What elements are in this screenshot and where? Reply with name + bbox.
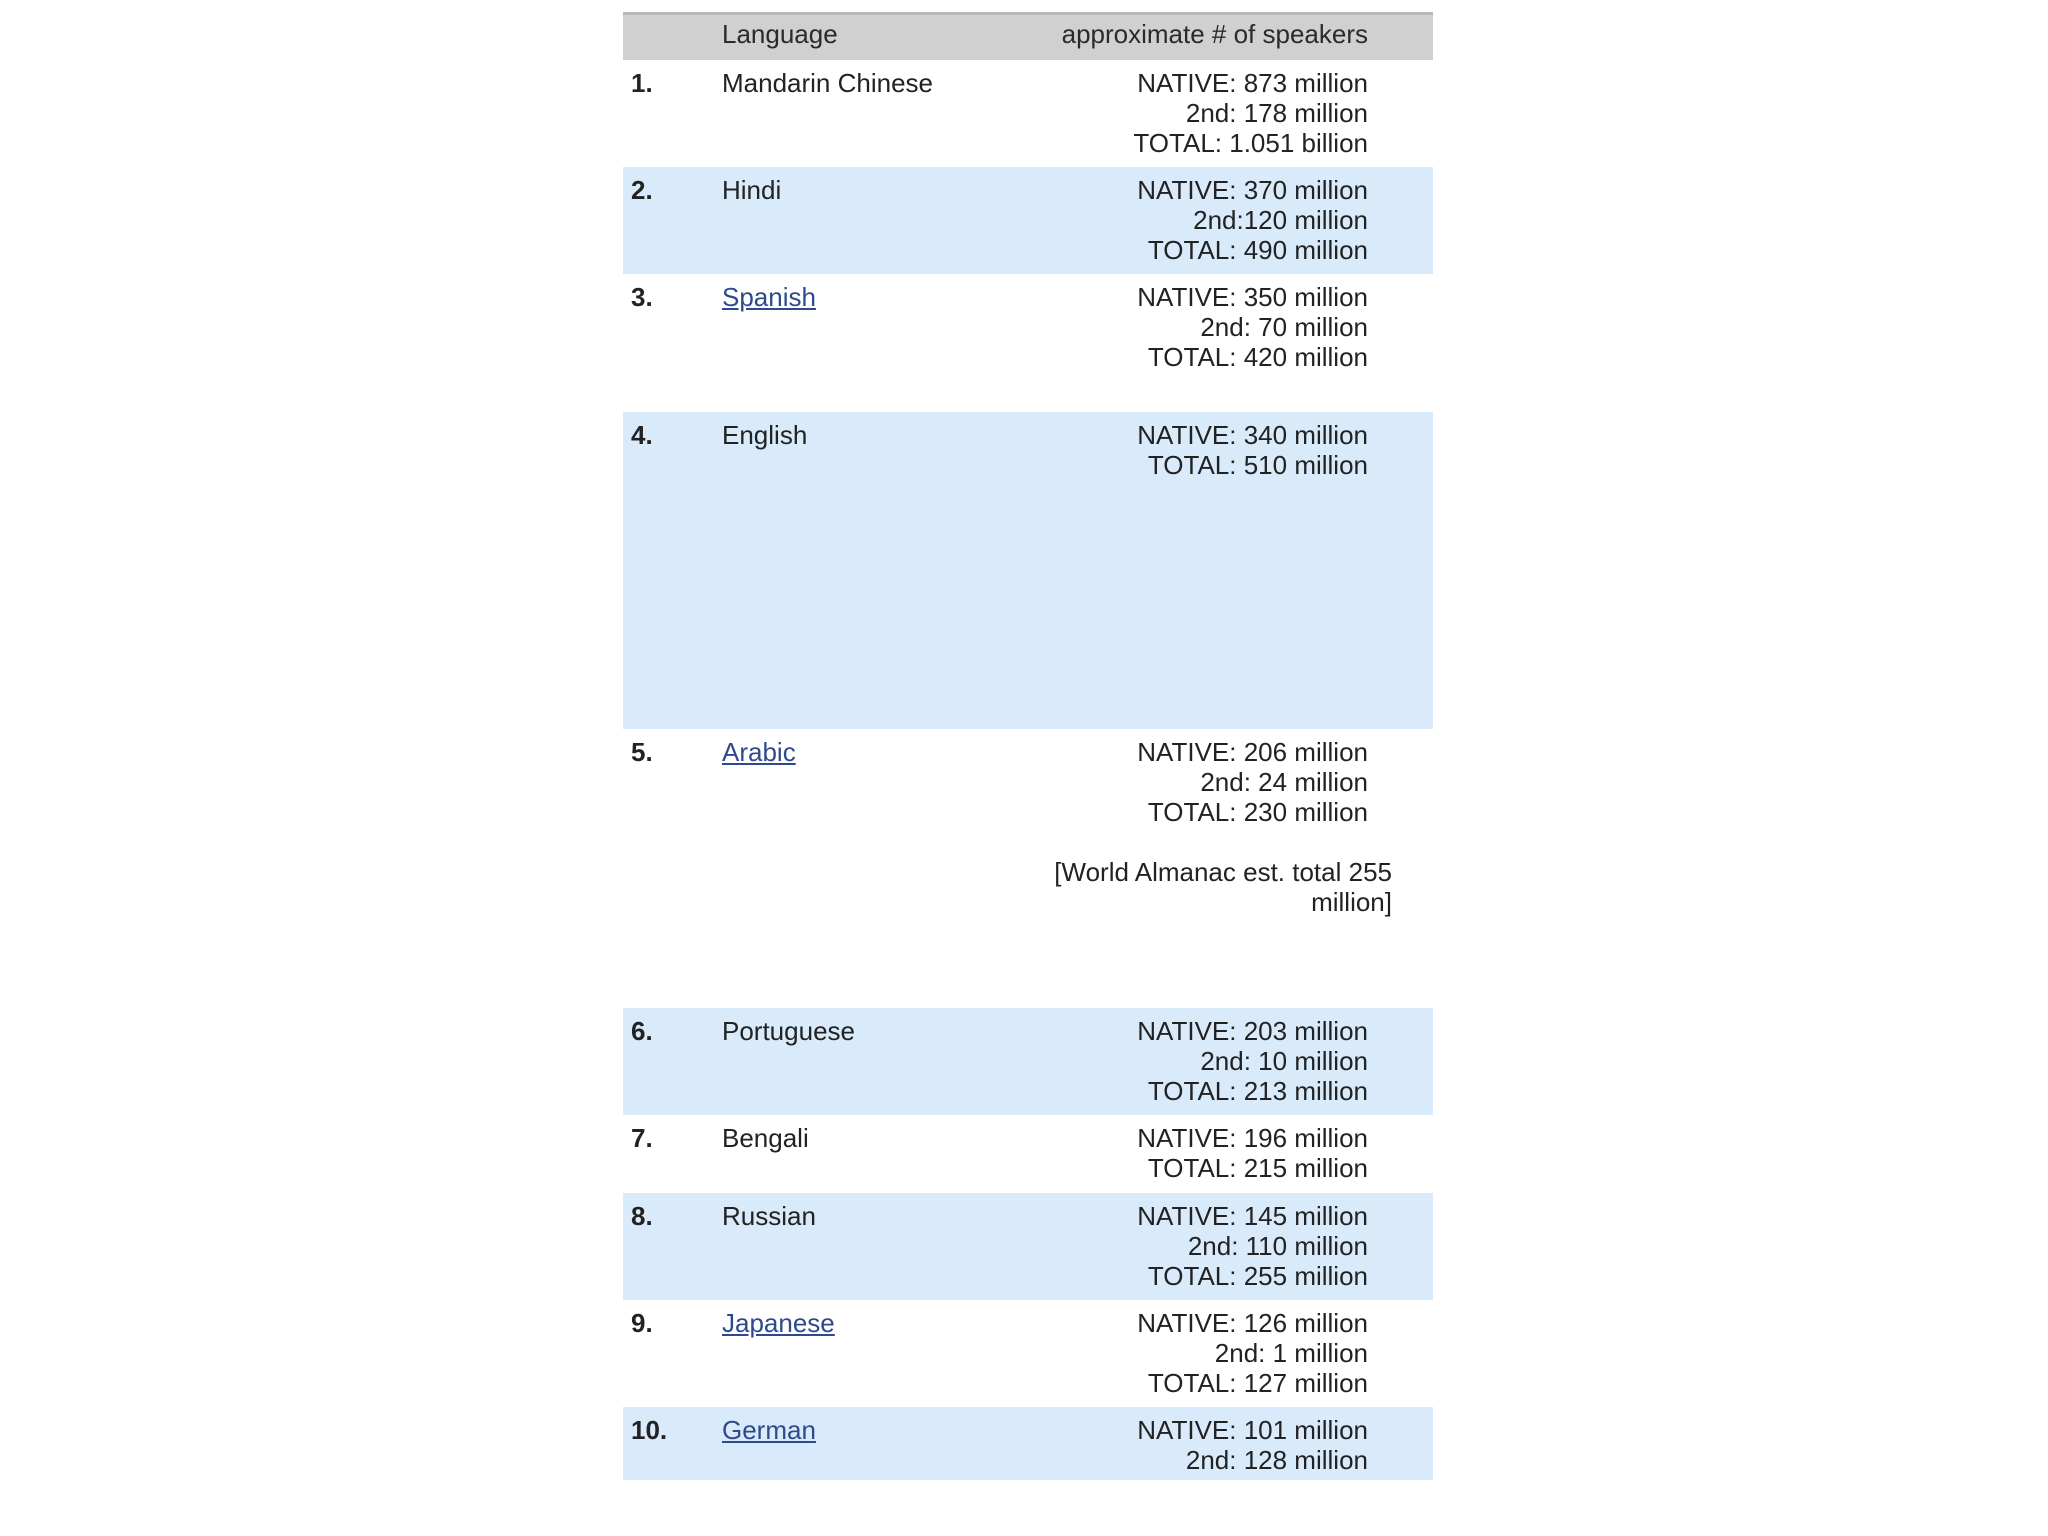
rank-cell: 4. xyxy=(631,419,653,450)
language-cell xyxy=(722,1193,1052,1300)
header-rank xyxy=(623,14,722,60)
table-header-row xyxy=(623,14,1433,60)
language-name: English xyxy=(722,419,808,450)
rank-cell: 8. xyxy=(631,1200,653,1231)
speakers-note: [World Almanac est. total 255 million] xyxy=(1054,856,1392,917)
speakers-line: 2nd: 10 million xyxy=(1200,1045,1368,1076)
rank-cell: 1. xyxy=(631,67,653,98)
table-row xyxy=(623,1115,1433,1193)
speakers-line: NATIVE: 196 million xyxy=(1137,1122,1368,1153)
language-cell xyxy=(722,412,1052,729)
language-name: Portuguese xyxy=(722,1015,855,1046)
speakers-cell xyxy=(1052,1193,1433,1300)
speakers-line: TOTAL: 510 million xyxy=(1147,449,1368,480)
language-link[interactable]: German xyxy=(722,1414,816,1445)
speakers-cell xyxy=(1052,274,1433,412)
table-row xyxy=(623,1407,1433,1481)
speakers-line: TOTAL: 1.051 billion xyxy=(1133,127,1368,158)
table-row xyxy=(623,729,1433,1008)
speakers-cell xyxy=(1052,729,1433,1008)
table-row xyxy=(623,1193,1433,1300)
language-cell xyxy=(722,1115,1052,1193)
speakers-line: NATIVE: 101 million xyxy=(1137,1414,1368,1445)
table-row xyxy=(623,1300,1433,1407)
speakers-line: TOTAL: 420 million xyxy=(1147,341,1368,372)
speakers-line: 2nd: 178 million xyxy=(1185,97,1368,128)
table-row xyxy=(623,167,1433,274)
speakers-cell xyxy=(1052,1300,1433,1407)
speakers-cell xyxy=(1052,412,1433,729)
table-body xyxy=(623,60,1433,1481)
language-cell xyxy=(722,60,1052,167)
speakers-line: 2nd:120 million xyxy=(1193,204,1368,235)
speakers-line: TOTAL: 127 million xyxy=(1147,1367,1368,1398)
rank-cell: 3. xyxy=(631,281,653,312)
header-speakers: approximate # of speakers xyxy=(1061,19,1368,49)
language-cell xyxy=(722,1407,1052,1481)
language-cell xyxy=(722,1008,1052,1115)
language-cell xyxy=(722,729,1052,1008)
speakers-line: NATIVE: 340 million xyxy=(1137,419,1368,450)
speakers-cell xyxy=(1052,167,1433,274)
speakers-line: 2nd: 110 million xyxy=(1187,1230,1368,1261)
language-name: Hindi xyxy=(722,174,782,205)
rank-cell: 9. xyxy=(631,1307,653,1338)
speakers-line: TOTAL: 255 million xyxy=(1147,1260,1368,1291)
language-link[interactable]: Japanese xyxy=(722,1307,835,1338)
table-row xyxy=(623,274,1433,412)
languages-table-container xyxy=(623,12,1433,1480)
speakers-line: NATIVE: 873 million xyxy=(1137,67,1368,98)
languages-table xyxy=(623,12,1433,1480)
language-link[interactable]: Spanish xyxy=(722,281,816,312)
speakers-line: TOTAL: 230 million xyxy=(1147,796,1368,827)
speakers-cell xyxy=(1052,1008,1433,1115)
language-cell xyxy=(722,274,1052,412)
rank-cell: 5. xyxy=(631,736,653,767)
speakers-line: NATIVE: 206 million xyxy=(1137,736,1368,767)
speakers-line: TOTAL: 215 million xyxy=(1147,1152,1368,1183)
speakers-line: NATIVE: 350 million xyxy=(1137,281,1368,312)
language-cell xyxy=(722,167,1052,274)
table-row xyxy=(623,60,1433,167)
speakers-line: 2nd: 128 million xyxy=(1185,1444,1368,1475)
language-name: Bengali xyxy=(722,1122,809,1153)
table-row xyxy=(623,1008,1433,1115)
speakers-cell xyxy=(1052,60,1433,167)
speakers-line: 2nd: 24 million xyxy=(1200,766,1368,797)
speakers-cell xyxy=(1052,1115,1433,1193)
rank-cell: 10. xyxy=(631,1414,668,1445)
speakers-line: TOTAL: 213 million xyxy=(1147,1075,1368,1106)
speakers-cell xyxy=(1052,1407,1433,1481)
speakers-line: NATIVE: 203 million xyxy=(1137,1015,1368,1046)
table-row xyxy=(623,412,1433,729)
header-language: Language xyxy=(722,19,838,49)
speakers-line: 2nd: 70 million xyxy=(1200,311,1368,342)
rank-cell: 2. xyxy=(631,174,653,205)
speakers-line: NATIVE: 126 million xyxy=(1137,1307,1368,1338)
language-cell xyxy=(722,1300,1052,1407)
speakers-line: 2nd: 1 million xyxy=(1214,1337,1368,1368)
speakers-line: NATIVE: 370 million xyxy=(1137,174,1368,205)
speakers-line: TOTAL: 490 million xyxy=(1147,234,1368,265)
language-name: Russian xyxy=(722,1200,816,1231)
language-link[interactable]: Arabic xyxy=(722,736,796,767)
rank-cell: 6. xyxy=(631,1015,653,1046)
language-name: Mandarin Chinese xyxy=(722,67,934,98)
rank-cell: 7. xyxy=(631,1122,653,1153)
speakers-line: NATIVE: 145 million xyxy=(1137,1200,1368,1231)
